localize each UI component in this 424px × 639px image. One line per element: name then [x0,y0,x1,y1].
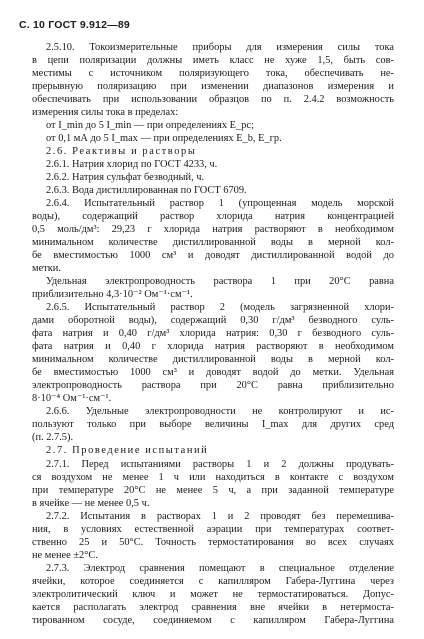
text-line: метки. [32,263,61,275]
text-line: бе вместимостью 1000 см³ и доводят водой до метки. Удельная [32,367,394,379]
text-line: ния, в условиях естественной аэрации при температурах соответ- [32,523,394,535]
text-line: 8·10⁻⁴ Ом⁻¹·см⁻¹. [32,393,112,405]
text-line: бе вместимостью 1000 см³ и доводят дистиллированной водой до [32,250,394,262]
text-line: местимы с источником поляризующего тока, обеспечивать не- [32,68,394,80]
text-line: от 0,1 мА до 5 I_max — при определениях E_b, E_гр. [46,133,282,145]
text-line: обеспечивать при использовании образцов по п. 2.4.2 возможность [32,94,394,106]
text-line: 2.7.2. Испытания в растворах 1 и 2 проводят без перемешива- [46,510,394,522]
text-line: ячейки, которое соединяется с капилляром Габера-Луггина через [32,575,394,587]
section-heading: 2.7. Проведение испытаний [46,445,209,457]
text-line: фата натрия и 0,40 г хлорида натрия растворяют в необходимом [32,341,394,353]
text-line: 2.7.1. Перед испытаниями растворы 1 и 2 должны продувать- [46,458,394,470]
text-line: 0,5 моль/дм³: 29,23 г хлорида натрия растворяют в необходимом [32,224,394,236]
text-line: 2.6.6. Удельные электропроводности не контролируют и ис- [46,406,394,418]
text-line: прерывную поляризацию при изменении диапазонов измерения и [32,81,394,93]
text-line: 2.6.3. Вода дистиллированная по ГОСТ 6709. [46,185,247,197]
text-line: не менее ±2°С. [32,549,98,561]
text-line: воды), содержащий раствор хлорида натрия концентрацией [32,211,394,223]
text-line: тированном сосуде, соединяемом с капилляром Габера-Луггина [32,614,394,626]
text-line: Удельная электропроводность раствора 1 при 20°С равна [46,276,394,288]
text-line: 2.7.3. Электрод сравнения помещают в специальное отделение [46,562,394,574]
text-line: минимальном количестве дистиллированной воды в мерной кол- [32,354,394,366]
text-line: кается располагать электрод сравнения вне ячейки в нетермоста- [32,601,394,613]
text-line: приблизительно 4,3·10⁻² Ом⁻¹·см⁻¹. [32,289,193,301]
text-line: ственно 25 и 50°С. Точность термостатирования во всех случаях [32,536,394,548]
text-line: ся воздухом не менее 1 ч или находиться в контакте с воздухом [32,471,394,483]
text-line: (п. 2.7.5). [32,432,74,444]
text-line: фата натрия и 0,40 г/дм³ хлорида натрия: 0,30 г безводного суль- [32,328,394,340]
text-line: 2.6.5. Испытательный раствор 2 (модель загрязненной хлори- [46,302,394,314]
text-line: 2.6.2. Натрия сульфат безводный, ч. [46,172,205,184]
text-line: пользуют только при выборе величины I_max для других сред [32,419,394,431]
text-line: 2.6.4. Испытательный раствор 1 (упрощенная модель морской [46,198,394,210]
text-line: 2.5.10. Токоизмерительные приборы для измерения силы тока [46,42,394,53]
text-line: минимальном количестве дистиллированной воды в мерной кол- [32,237,394,249]
page-header: С. 10 ГОСТ 9.912—89 [19,19,130,31]
text-line: электролитический ключ и может не термостатироваться. Допус- [32,588,394,600]
text-line: от I_min до 5 I_min — при определениях E_рс; [46,120,254,132]
text-line: дами оборотной воды), содержащий 0,30 г/дм³ безводного суль- [32,315,394,327]
body-text [32,41,394,627]
text-line: в ячейке — не менее 0,5 ч. [32,497,150,509]
text-line: 2.6.1. Натрия хлорид по ГОСТ 4233, ч. [46,159,218,171]
text-line: измерения силы тока в пределах: [32,107,179,119]
section-heading: 2.6. Реактивы и растворы [46,146,197,158]
text-line: в цепи поляризации должны иметь класс не хуже 1,5, быть сов- [32,55,394,67]
text-line: при температуре 20°С не менее 5 ч, а при заданной температуре [32,484,394,496]
text-line: электропроводность раствора при 20°С равна приблизительно [32,380,394,392]
